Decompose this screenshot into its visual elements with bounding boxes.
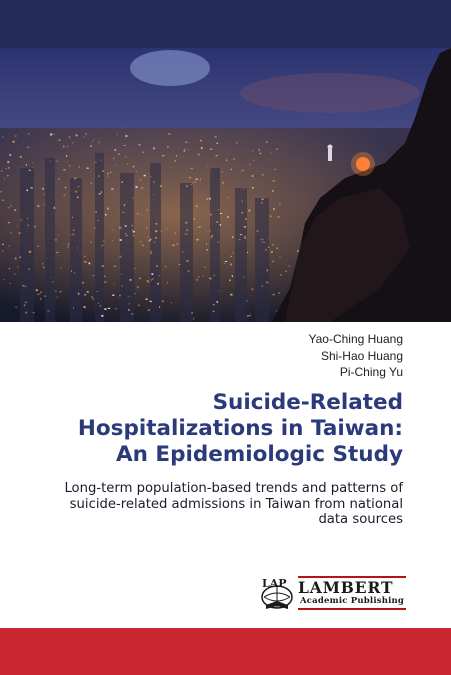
top-color-band: [0, 0, 451, 48]
publisher-rule: [298, 608, 406, 610]
publisher-logo: [258, 575, 410, 611]
title-line: Hospitalizations in Taiwan:: [77, 416, 403, 441]
cover-photo-night-city: [0, 48, 451, 322]
bottom-color-band: [0, 628, 451, 675]
lap-logo-text: LAP: [262, 577, 287, 590]
publisher-subname: Academic Publishing: [300, 596, 405, 606]
subtitle-line: Long-term population-based trends and patterns of: [64, 481, 403, 496]
title-line: An Epidemiologic Study: [116, 442, 403, 467]
globe-book-icon: [258, 575, 296, 611]
author-name: Pi-Ching Yu: [339, 365, 403, 379]
title-line: Suicide-Related: [212, 390, 403, 415]
author-name: Shi-Hao Huang: [320, 348, 403, 363]
book-title: [23, 390, 403, 468]
publisher-wordmark: [298, 575, 408, 611]
publisher-name: LAMBERT: [298, 578, 394, 597]
author-list: [308, 331, 403, 381]
book-subtitle: [23, 481, 403, 528]
subtitle-line: suicide-related admissions in Taiwan from national: [69, 496, 403, 512]
subtitle-line: data sources: [318, 512, 403, 527]
author-name: Yao-Ching Huang: [308, 332, 403, 346]
